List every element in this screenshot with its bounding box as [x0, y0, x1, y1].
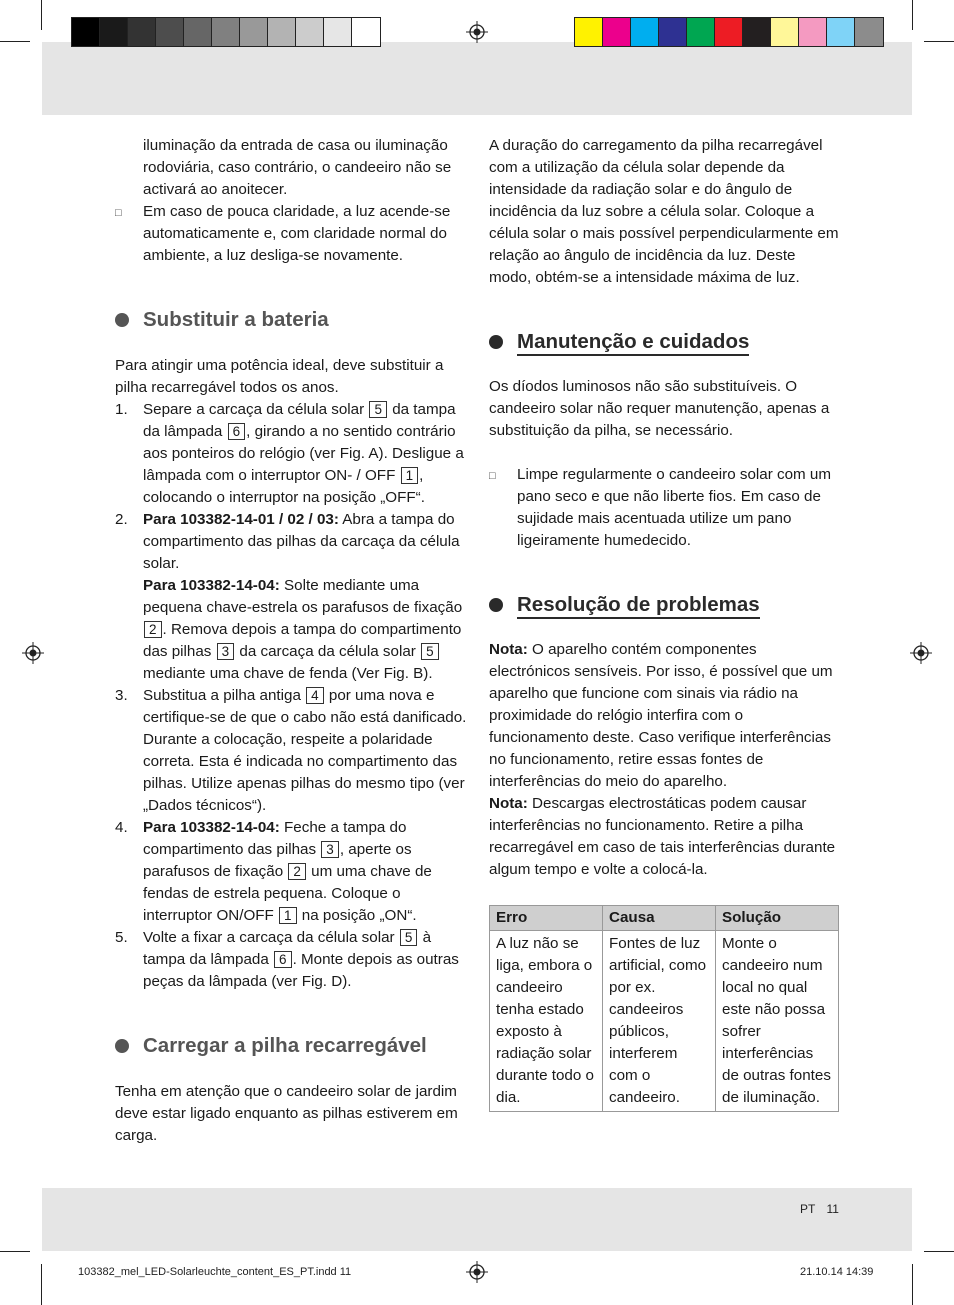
right-column	[489, 135, 839, 1112]
color-swatch	[268, 18, 296, 46]
step-5: 5. Volte a fixar a carcaça da célula solar 5 à tampa da lâmpada 6 . Monte depois as outras peças da lâmpada (ver Fig. D).	[115, 929, 459, 990]
page-number: PT 11	[800, 1202, 839, 1216]
color-swatch	[743, 18, 771, 46]
checkbox-square-icon: □	[115, 207, 122, 219]
crop-mark	[912, 0, 913, 30]
checkbox-square-icon: □	[489, 470, 496, 482]
table-header: Solução	[716, 906, 839, 931]
intro-continuation: iluminação da entrada de casa ou iluminação rodoviária, caso contrário, o candeeiro não se activará ao anoitecer.	[143, 137, 452, 198]
table-cell: Fontes de luz artificial, como por ex. candeeiros públicos, interferem com o candeeiro.	[603, 931, 716, 1112]
part-number: 4	[306, 687, 324, 704]
registration-mark-icon	[466, 21, 488, 43]
part-number: 3	[321, 841, 339, 858]
color-swatch	[575, 18, 603, 46]
crop-mark	[924, 1251, 954, 1252]
paragraph: Para atingir uma potência ideal, deve substituir a pilha recarregável todos os anos.	[115, 357, 444, 396]
crop-mark	[912, 1264, 913, 1305]
color-swatch	[212, 18, 240, 46]
part-number: 6	[274, 951, 292, 968]
color-bar	[574, 17, 884, 47]
color-swatch	[687, 18, 715, 46]
bullet-dot-icon	[115, 1039, 129, 1053]
part-number: 6	[228, 423, 246, 440]
color-swatch	[156, 18, 184, 46]
crop-mark	[41, 1264, 42, 1305]
table-row	[490, 931, 839, 1112]
top-band	[42, 42, 912, 115]
bullet-dot-icon	[489, 335, 503, 349]
note-2: Nota: Descargas electrostáticas podem causar interferências no funcionamento. Retire a pilha recarregável em caso de tais interferências durante algum tempo e volte a colocá-la.	[489, 795, 836, 878]
color-swatch	[352, 18, 380, 46]
part-number: 5	[421, 643, 439, 660]
color-swatch	[100, 18, 128, 46]
color-swatch	[240, 18, 268, 46]
color-swatch	[855, 18, 883, 46]
paragraph: Tenha em atenção que o candeeiro solar de jardim deve estar ligado enquanto as pilhas estiverem em carga.	[115, 1083, 458, 1144]
bullet-dot-icon	[489, 598, 503, 612]
table-cell: A luz não se liga, embora o candeeiro tenha estado exposto à radiação solar durante todo o dia.	[490, 931, 603, 1112]
color-swatch	[72, 18, 100, 46]
grayscale-bar	[71, 17, 381, 47]
color-swatch	[296, 18, 324, 46]
troubleshooting-table	[489, 905, 839, 1112]
bullet-dot-icon	[115, 313, 129, 327]
color-swatch	[659, 18, 687, 46]
color-swatch	[603, 18, 631, 46]
step-3: 3. Substitua a pilha antiga 4 por uma nova e certifique-se de que o cabo não está danificado. Durante a colocação, respeite a polaridade correta. Esta é indicada no compartimento das pilhas. Utilize apenas pilhas do mesmo tipo (ver „Dados técnicos“).	[115, 687, 467, 814]
footer-filename: 103382_mel_LED-Solarleuchte_content_ES_PT.indd 11	[78, 1266, 352, 1278]
part-number: 5	[369, 401, 387, 418]
section-heading-troubleshooting: Resolução de problemas	[489, 592, 839, 619]
step-2: 2. Para 103382-14-01 / 02 / 03: Abra a tampa do compartimento das pilhas da carcaça da célula solar. Para 103382-14-04: Solte mediante uma pequena chave-estrela os parafusos de fixação 2 . Remova depois a tampa do compartimento das pilhas 3 da carcaça da célula solar 5 mediante uma chave de fenda (Ver Fig. B).	[115, 511, 463, 682]
step-4: 4. Para 103382-14-04: Feche a tampa do compartimento das pilhas 3 , aperte os parafusos de fixação 2 um uma chave de fendas de estrela pequena. Coloque o interruptor ON/OFF 1 na posição „ON“.	[115, 819, 432, 924]
paragraph: Os díodos luminosos não são substituíveis. O candeeiro solar não requer manutenção, apenas a substituição da pilha, se necessário.	[489, 378, 830, 439]
crop-mark	[924, 41, 954, 42]
section-heading-maintenance: Manutenção e cuidados	[489, 329, 839, 356]
color-swatch	[324, 18, 352, 46]
bottom-band	[42, 1188, 912, 1251]
color-swatch	[799, 18, 827, 46]
part-number: 2	[144, 621, 162, 638]
registration-mark-icon	[910, 642, 932, 664]
part-number: 2	[288, 863, 306, 880]
paragraph: A duração do carregamento da pilha recarregável com a utilização da célula solar depende da intensidade da radiação solar e do ângulo de incidência da luz sobre a célula solar. Coloque a célula solar o mais possível perpendicularmente em relação ao ângulo de incidência da luz. Deste modo, obtém-se a intensidade máxima de luz.	[489, 137, 839, 286]
bullet-item: □ Em caso de pouca claridade, a luz acende-se automaticamente e, com claridade normal do ambiente, a luz desliga-se novamente.	[115, 203, 451, 264]
step-1: 1. Separe a carcaça da célula solar 5 da tampa da lâmpada 6 , girando a no sentido contrário aos ponteiros do relógio (ver Fig. A). Desligue a lâmpada com o interruptor ON- / OFF 1 , colocando o interruptor na posição „OFF“.	[115, 401, 464, 506]
registration-mark-icon	[22, 642, 44, 664]
table-cell: Monte o candeeiro num local no qual este não possa sofrer interferências de outras fontes de iluminação.	[716, 931, 839, 1112]
section-heading-replace: Substituir a bateria	[115, 307, 467, 333]
part-number: 3	[217, 643, 235, 660]
crop-mark	[0, 41, 30, 42]
part-number: 1	[401, 467, 419, 484]
color-swatch	[128, 18, 156, 46]
table-header-row	[490, 906, 839, 931]
color-swatch	[771, 18, 799, 46]
color-swatch	[827, 18, 855, 46]
part-number: 1	[279, 907, 297, 924]
registration-mark-icon	[466, 1261, 488, 1283]
color-swatch	[631, 18, 659, 46]
color-swatch	[184, 18, 212, 46]
bullet-item: □ Limpe regularmente o candeeiro solar com um pano seco e que não liberte fios. Em caso de sujidade mais acentuada utilize um pano ligeiramente humedecido.	[489, 466, 832, 549]
table-header: Causa	[603, 906, 716, 931]
crop-mark	[41, 0, 42, 30]
left-column	[115, 135, 467, 1147]
section-heading-charge: Carregar a pilha recarregável	[115, 1033, 467, 1059]
crop-mark	[0, 1251, 30, 1252]
note-1: Nota: O aparelho contém componentes electrónicos sensíveis. Por isso, é possível que um aparelho que funcione com sinais via rádio na proximidade do relógio interfira com o funcionamento deste. Caso verifique interferências no funcionamento, retire essas fontes de interferências do meio do aparelho.	[489, 641, 833, 790]
part-number: 5	[400, 929, 418, 946]
table-header: Erro	[490, 906, 603, 931]
footer-date: 21.10.14 14:39	[800, 1266, 874, 1278]
color-swatch	[715, 18, 743, 46]
